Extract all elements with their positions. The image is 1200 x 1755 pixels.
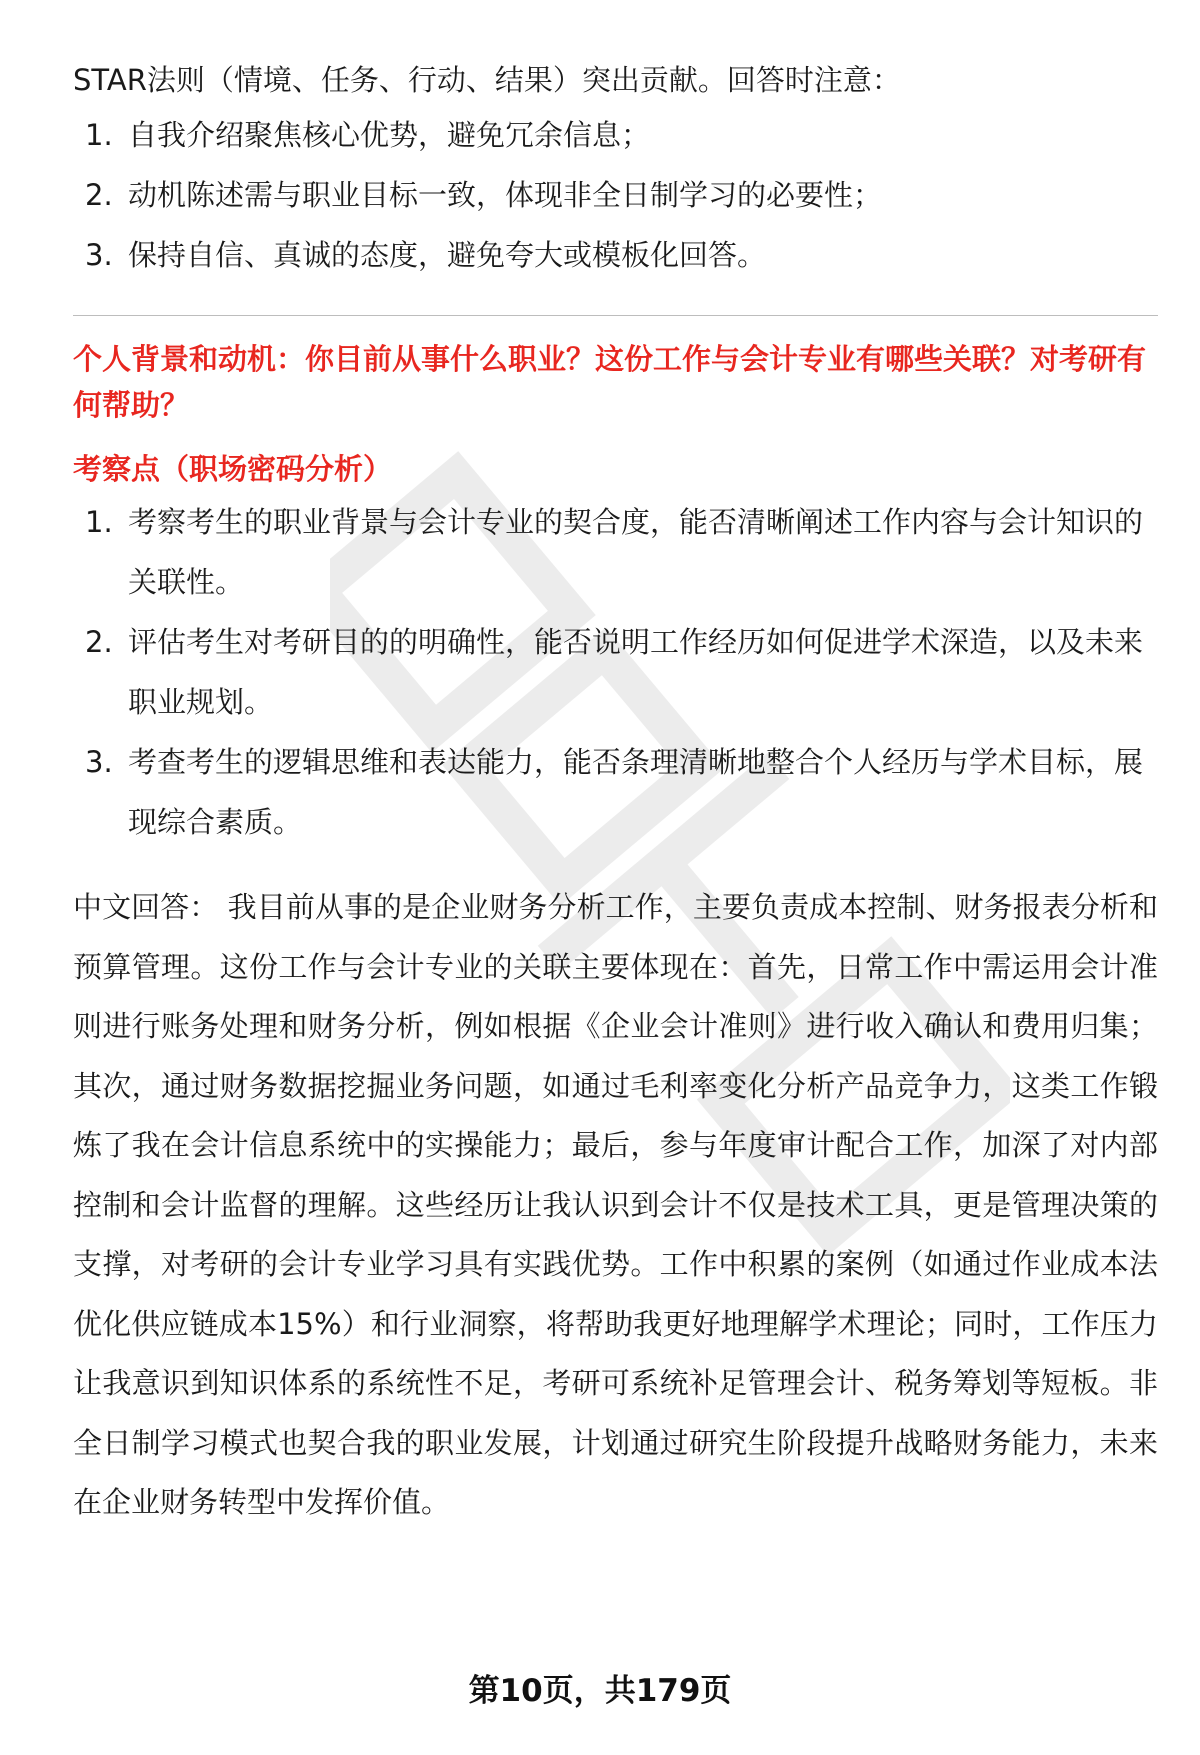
list-item <box>73 105 1158 165</box>
answer-paragraph: 中文回答： 我目前从事的是企业财务分析工作，主要负责成本控制、财务报表分析和预算管理。这份工作与会计专业的关联主要体现在：首先，日常工作中需运用会计准则进行账务处理和财务分析，例如根据《企业会计准则》进行收入确认和费用归集；其次，通过财务数据挖掘业务问题，如通过毛利率变化分析产品竞争力，这类工作锻炼了我在会计信息系统中的实操能力；最后，参与年度审计配合工作，加深了对内部控制和会计监督的理解。这些经历让我认识到会计不仅是技术工具，更是管理决策的支撑，对考研的会计专业学习具有实践优势。工作中积累的案例（如通过作业成本法优化供应链成本15%）和行业洞察，将帮助我更好地理解学术理论；同时，工作压力让我意识到知识体系的系统性不足，考研可系统补足管理会计、税务筹划等短板。非全日制学习模式也契合我的职业发展，计划通过研究生阶段提升战略财务能力，未来在企业财务转型中发挥价值。 <box>73 890 1158 1519</box>
list-item <box>73 612 1158 732</box>
list-item <box>73 732 1158 852</box>
intro-text: STAR法则（情境、任务、行动、结果）突出贡献。回答时注意： <box>73 63 901 97</box>
list-item <box>73 165 1158 225</box>
list-item-text: 考察考生的职业背景与会计专业的契合度，能否清晰阐述工作内容与会计知识的关联性。 <box>128 505 1144 599</box>
points-list <box>73 492 1158 852</box>
list-item-text: 动机陈述需与职业目标一致，体现非全日制学习的必要性； <box>128 178 883 212</box>
list-number: 1. <box>85 505 113 539</box>
tips-list <box>73 105 1158 285</box>
document-body <box>73 55 1158 1533</box>
list-number: 2. <box>85 178 113 212</box>
question-heading: 个人背景和动机：你目前从事什么职业？这份工作与会计专业有哪些关联？对考研有何帮助？ <box>73 342 1147 422</box>
list-item <box>73 492 1158 612</box>
section-label: 考察点（职场密码分析） <box>73 452 393 486</box>
list-number: 3. <box>85 238 113 272</box>
list-item-text: 保持自信、真诚的态度，避免夸大或模板化回答。 <box>128 238 767 272</box>
list-number: 1. <box>85 118 113 152</box>
list-item-text: 自我介绍聚焦核心优势，避免冗余信息； <box>128 118 651 152</box>
section-divider <box>73 315 1158 316</box>
page-footer: 第10页，共179页 <box>468 1673 732 1709</box>
list-item-text: 评估考生对考研目的的明确性，能否说明工作经历如何促进学术深造，以及未来职业规划。 <box>128 625 1144 719</box>
list-number: 2. <box>85 625 113 659</box>
list-item-text: 考查考生的逻辑思维和表达能力，能否条理清晰地整合个人经历与学术目标，展现综合素质。 <box>128 745 1144 839</box>
list-number: 3. <box>85 745 113 779</box>
list-item <box>73 225 1158 285</box>
